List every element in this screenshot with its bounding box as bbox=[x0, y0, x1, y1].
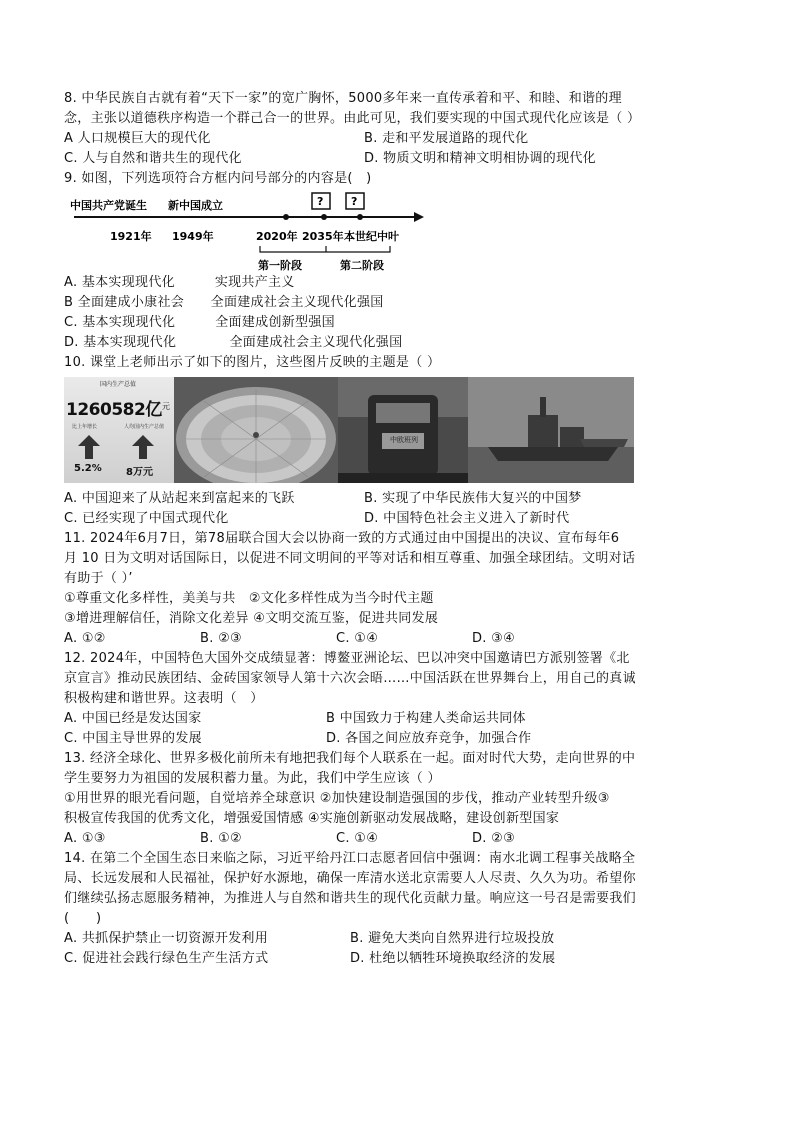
q8-options-row2 bbox=[64, 149, 734, 169]
q10-option-a: A. 中国迎来了从站起来到富起来的飞跃 bbox=[64, 491, 295, 506]
q13-option-c: C. ①④ bbox=[336, 831, 379, 846]
warship-image bbox=[468, 377, 634, 483]
timeline-question-mark-1: ? bbox=[317, 195, 324, 208]
q11-option-c: C. ①④ bbox=[336, 631, 379, 646]
q10-photo-fast-telescope bbox=[174, 377, 338, 483]
q14-options-row1 bbox=[64, 929, 734, 949]
q9-option-c: C. 基本实现现代化 全面建成创新型强国 bbox=[64, 315, 335, 330]
timeline-dot-2035 bbox=[321, 214, 327, 220]
q12-stem-line1: 12. 2024年，中国特色大国外交成绩显著：博鳌亚洲论坛、巴以冲突中国邀请巴方派别签署《北 bbox=[64, 651, 630, 666]
q10-stem: 10. 课堂上老师出示了如下的图片，这些图片反映的主题是（ ） bbox=[64, 355, 441, 370]
q14-option-d: D. 杜绝以牺牲环境换取经济的发展 bbox=[350, 951, 556, 966]
q11-stem-line2: 月 10 日为文明对话国际日，以促进不同文明间的平等对话和相互尊重、加强全球团结。文明对话 bbox=[64, 551, 636, 566]
train-image bbox=[338, 377, 468, 483]
q10-photo-train bbox=[338, 377, 468, 483]
q13-option-b: B. ①② bbox=[200, 831, 242, 846]
q13-item-line1: ①用世界的眼光看问题，自觉培养全球意识 ②加快建设制造强国的步伐，推动产业转型升级③ bbox=[64, 791, 610, 806]
q11-item-line1: ①尊重文化多样性，美美与共 ②文化多样性成为当今时代主题 bbox=[64, 591, 434, 606]
q8-option-b: B. 走和平发展道路的现代化 bbox=[364, 131, 529, 146]
timeline-year-2020: 2020年 bbox=[256, 230, 298, 243]
timeline-stage-2: 第二阶段 bbox=[340, 259, 384, 272]
q11-option-d: D. ③④ bbox=[472, 631, 516, 646]
q14-option-a: A. 共抓保护禁止一切资源开发利用 bbox=[64, 931, 269, 946]
train-caption: 中欧班列 bbox=[390, 436, 418, 444]
gdp-up-arrow-icon bbox=[78, 435, 100, 459]
question-9-options bbox=[64, 273, 734, 373]
q10-photo-strip bbox=[64, 377, 634, 483]
q8-option-d: D. 物质文明和精神文明相协调的现代化 bbox=[364, 151, 596, 166]
q11-options bbox=[64, 629, 734, 649]
timeline-arrow-icon bbox=[414, 212, 424, 222]
q14-option-b: B. 避免大类向自然界进行垃圾投放 bbox=[350, 931, 555, 946]
q14-option-c: C. 促进社会践行绿色生产生活方式 bbox=[64, 951, 269, 966]
q13-stem-line1: 13. 经济全球化、世界多极化前所未有地把我们每个人联系在一起。面对时代大势，走向世界的中 bbox=[64, 751, 636, 766]
q8-option-a: A 人口规模巨大的现代化 bbox=[64, 131, 211, 146]
q13-option-a: A. ①③ bbox=[64, 831, 106, 846]
gdp-unit: 元 bbox=[162, 402, 170, 411]
q14-stem-line4: ( ) bbox=[64, 911, 102, 926]
q9-timeline-diagram bbox=[64, 190, 444, 275]
telescope-dish-image bbox=[174, 377, 338, 483]
q11-item-line2: ③增进理解信任，消除文化差异 ④文明交流互鉴，促进共同发展 bbox=[64, 611, 439, 626]
timeline-dot-mid-century bbox=[357, 214, 363, 220]
q12-option-c: C. 中国主导世界的发展 bbox=[64, 731, 202, 746]
gdp-up-arrow-icon-2 bbox=[132, 435, 154, 459]
timeline-year-1949: 1949年 bbox=[172, 230, 214, 243]
gdp-stat2-value: 8万元 bbox=[126, 467, 153, 478]
timeline-year-1921: 1921年 bbox=[110, 230, 152, 243]
q12-stem-line2: 京宣言》推动民族团结、金砖国家领导人第十六次会晤……中国活跃在世界舞台上，用自己的真诚 bbox=[64, 671, 636, 686]
q12-option-b: B 中国致力于构建人类命运共同体 bbox=[326, 711, 526, 726]
q9-option-d: D. 基本实现现代化 全面建成社会主义现代化强国 bbox=[64, 335, 403, 350]
q13-options bbox=[64, 829, 734, 849]
q10-photo-gdp-infographic bbox=[64, 377, 174, 483]
q9-option-a: A. 基本实现现代化 实现共产主义 bbox=[64, 275, 295, 290]
timeline-event-prc-founded: 新中国成立 bbox=[168, 199, 223, 212]
gdp-stat2-label: 人均国内生产总值 bbox=[124, 424, 165, 430]
q9-option-b: B 全面建成小康社会 全面建成社会主义现代化强国 bbox=[64, 295, 384, 310]
q14-options-row2 bbox=[64, 949, 734, 969]
q9-stem: 9. 如图，下列选项符合方框内问号部分的内容是( ) bbox=[64, 171, 372, 186]
q11-option-b: B. ②③ bbox=[200, 631, 242, 646]
q11-stem-line1: 11. 2024年6月7日，第78届联合国大会以协商一致的方式通过由中国提出的决议、宣布每年6 bbox=[64, 531, 620, 546]
timeline-year-mid-century: 本世纪中叶 bbox=[344, 230, 399, 243]
q11-stem-line3: 有助于（ ）’ bbox=[64, 571, 133, 586]
timeline-event-party-founded: 中国共产党诞生 bbox=[70, 199, 147, 212]
q13-stem-line2: 学生要努力为祖国的发展积蓄力量。为此，我们中学生应该（ ） bbox=[64, 771, 441, 786]
q13-item-line2: 积极宣传我国的优秀文化，增强爱国情感 ④实施创新驱动发展战略，建设创新型国家 bbox=[64, 811, 560, 826]
q10-option-c: C. 已经实现了中国式现代化 bbox=[64, 511, 229, 526]
q10-photo-warships bbox=[468, 377, 634, 483]
q14-stem-line1: 14. 在第二个全国生态日来临之际，习近平给丹江口志愿者回信中强调：南水北调工程事关战略全 bbox=[64, 851, 636, 866]
timeline-year-2035: 2035年 bbox=[302, 230, 344, 243]
question-10-to-14 bbox=[64, 489, 734, 969]
q8-stem-line1: 8. 中华民族自古就有着“天下一家”的宽广胸怀，5000多年来一直传承着和平、和睦、和谐的理 bbox=[64, 91, 622, 106]
timeline-stage-1: 第一阶段 bbox=[258, 259, 302, 272]
q13-option-d: D. ②③ bbox=[472, 831, 516, 846]
q10-options-row1 bbox=[64, 489, 734, 509]
q10-option-b: B. 实现了中华民族伟大复兴的中国梦 bbox=[364, 491, 582, 506]
q12-options-row1 bbox=[64, 709, 734, 729]
q12-option-a: A. 中国已经是发达国家 bbox=[64, 711, 202, 726]
q12-option-d: D. 各国之间应放弃竞争，加强合作 bbox=[326, 731, 532, 746]
q10-option-d: D. 中国特色社会主义进入了新时代 bbox=[364, 511, 570, 526]
timeline-stage-bracket bbox=[260, 246, 390, 252]
question-8 bbox=[64, 89, 734, 189]
gdp-big-number: 1260582亿 bbox=[66, 400, 162, 420]
timeline-question-mark-2: ? bbox=[351, 195, 358, 208]
gdp-stat1-label: 比上年增长 bbox=[72, 424, 98, 430]
q14-stem-line2: 局、长远发展和人民福祉，保护好水源地，确保一库清水送北京需要人人尽责、久久为功。希望你 bbox=[64, 871, 636, 886]
q12-stem-line3: 积极构建和谐世界。这表明（ ） bbox=[64, 691, 264, 706]
q8-stem-line2: 念，主张以道德秩序构造一个群己合一的世界。由此可见，我们要实现的中国式现代化应该是（ ） bbox=[64, 111, 641, 126]
timeline-dot-2020 bbox=[283, 214, 289, 220]
gdp-small-caption: 国内生产总值 bbox=[100, 381, 137, 388]
q12-options-row2 bbox=[64, 729, 734, 749]
q14-stem-line3: 们继续弘扬志愿服务精神，为推进人与自然和谐共生的现代化贡献力量。响应这一号召是需要我们 bbox=[64, 891, 636, 906]
q11-option-a: A. ①② bbox=[64, 631, 106, 646]
q10-options-row2 bbox=[64, 509, 734, 529]
q8-option-c: C. 人与自然和谐共生的现代化 bbox=[64, 151, 242, 166]
gdp-stat1-value: 5.2% bbox=[74, 463, 102, 474]
q8-options-row1 bbox=[64, 129, 734, 149]
